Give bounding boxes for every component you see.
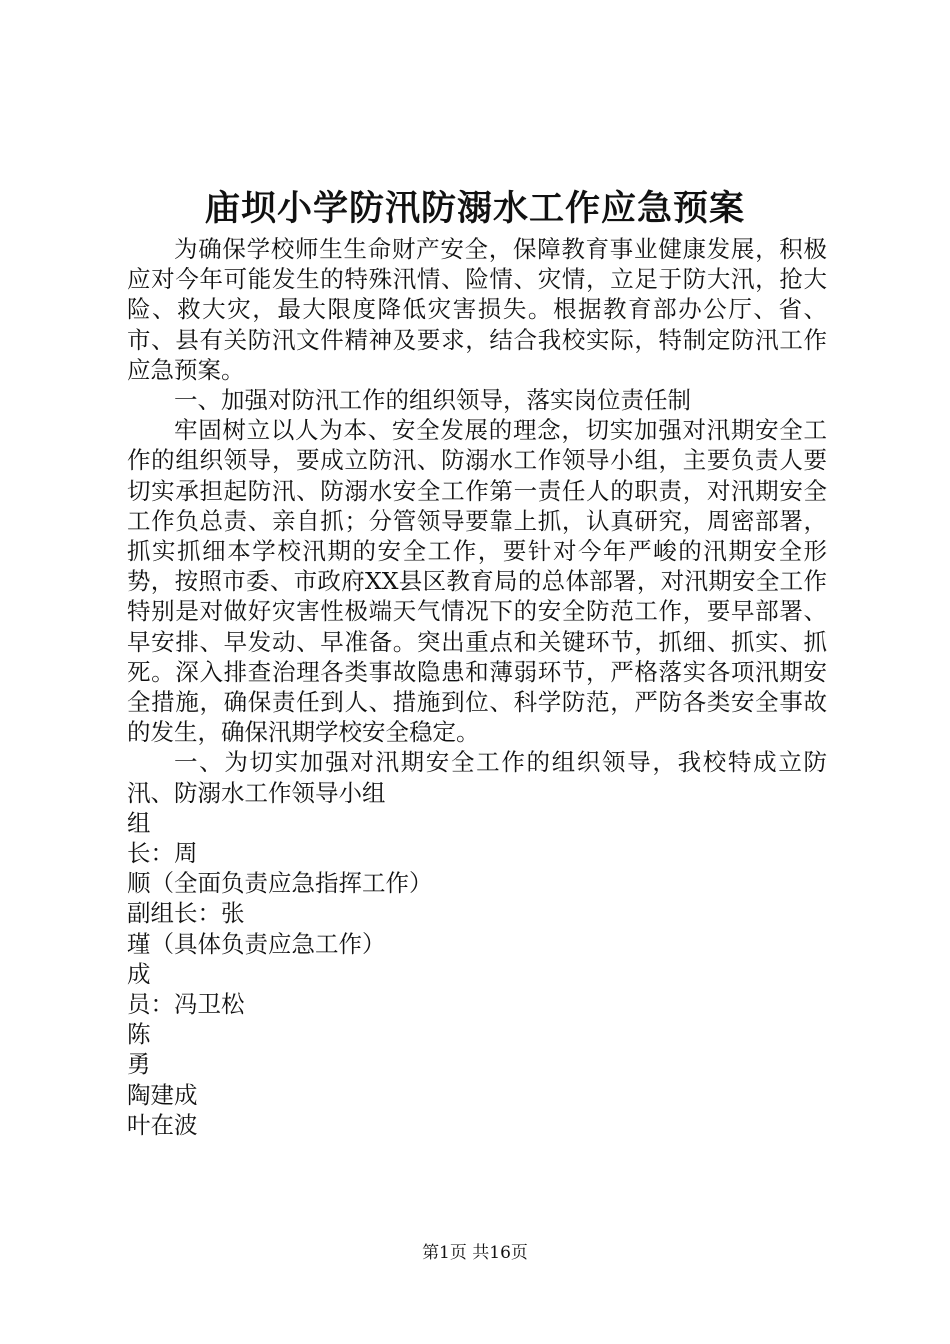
- member-line: 员：冯卫松: [127, 990, 245, 1019]
- member-line: 陈: [127, 1020, 151, 1049]
- member-line: 副组长：张: [127, 899, 245, 928]
- responsibility-paragraph: 牢固树立以人为本、安全发展的理念，切实加强对汛期安全工作的组织领导，要成立防汛、防溺水工作领导小组，主要负责人要切实承担起防汛、防溺水安全工作第一责任人的职责，对汛期安全工作负总责、亲自抓；分管领导要靠上抓，认真研究，周密部署，抓实抓细本学校汛期的安全工作，要针对今年严峻的汛期安全形势，按照市委、市政府XX县区教育局的总体部署，对汛期安全工作特别是对做好灾害性极端天气情况下的安全防范工作，要早部署、早安排、早发动、早准备。突出重点和关键环节，抓细、抓实、抓死。深入排查治理各类事故隐患和薄弱环节，严格落实各项汛期安全措施，确保责任到人、措施到位、科学防范，严防各类安全事故的发生，确保汛期学校安全稳定。: [127, 416, 827, 747]
- page-number-footer: 第1页 共16页: [422, 1243, 528, 1263]
- member-line: 长：周: [127, 839, 198, 868]
- member-line: 组: [127, 808, 151, 837]
- document-body: [127, 234, 827, 1140]
- member-line: 叶在波: [127, 1110, 198, 1139]
- leadership-group-paragraph: 一、为切实加强对汛期安全工作的组织领导，我校特成立防汛、防溺水工作领导小组: [127, 748, 827, 807]
- member-line: 顺（全面负责应急指挥工作）: [127, 869, 433, 898]
- intro-paragraph: 为确保学校师生生命财产安全，保障教育事业健康发展，积极应对今年可能发生的特殊汛情、险情、灾情，立足于防大汛，抢大险、救大灾，最大限度降低灾害损失。根据教育部办公厅、省、市、县有关防汛文件精神及要求，结合我校实际，特制定防汛工作应急预案。: [127, 235, 827, 384]
- member-line: 成: [127, 959, 151, 988]
- member-line: 瑾（具体负责应急工作）: [127, 929, 386, 958]
- document-title: 庙坝小学防汛防溺水工作应急预案: [204, 188, 745, 229]
- section-heading-1: 一、加强对防汛工作的组织领导，落实岗位责任制: [174, 386, 691, 415]
- member-line: 勇: [127, 1050, 151, 1079]
- member-line: 陶建成: [127, 1080, 198, 1109]
